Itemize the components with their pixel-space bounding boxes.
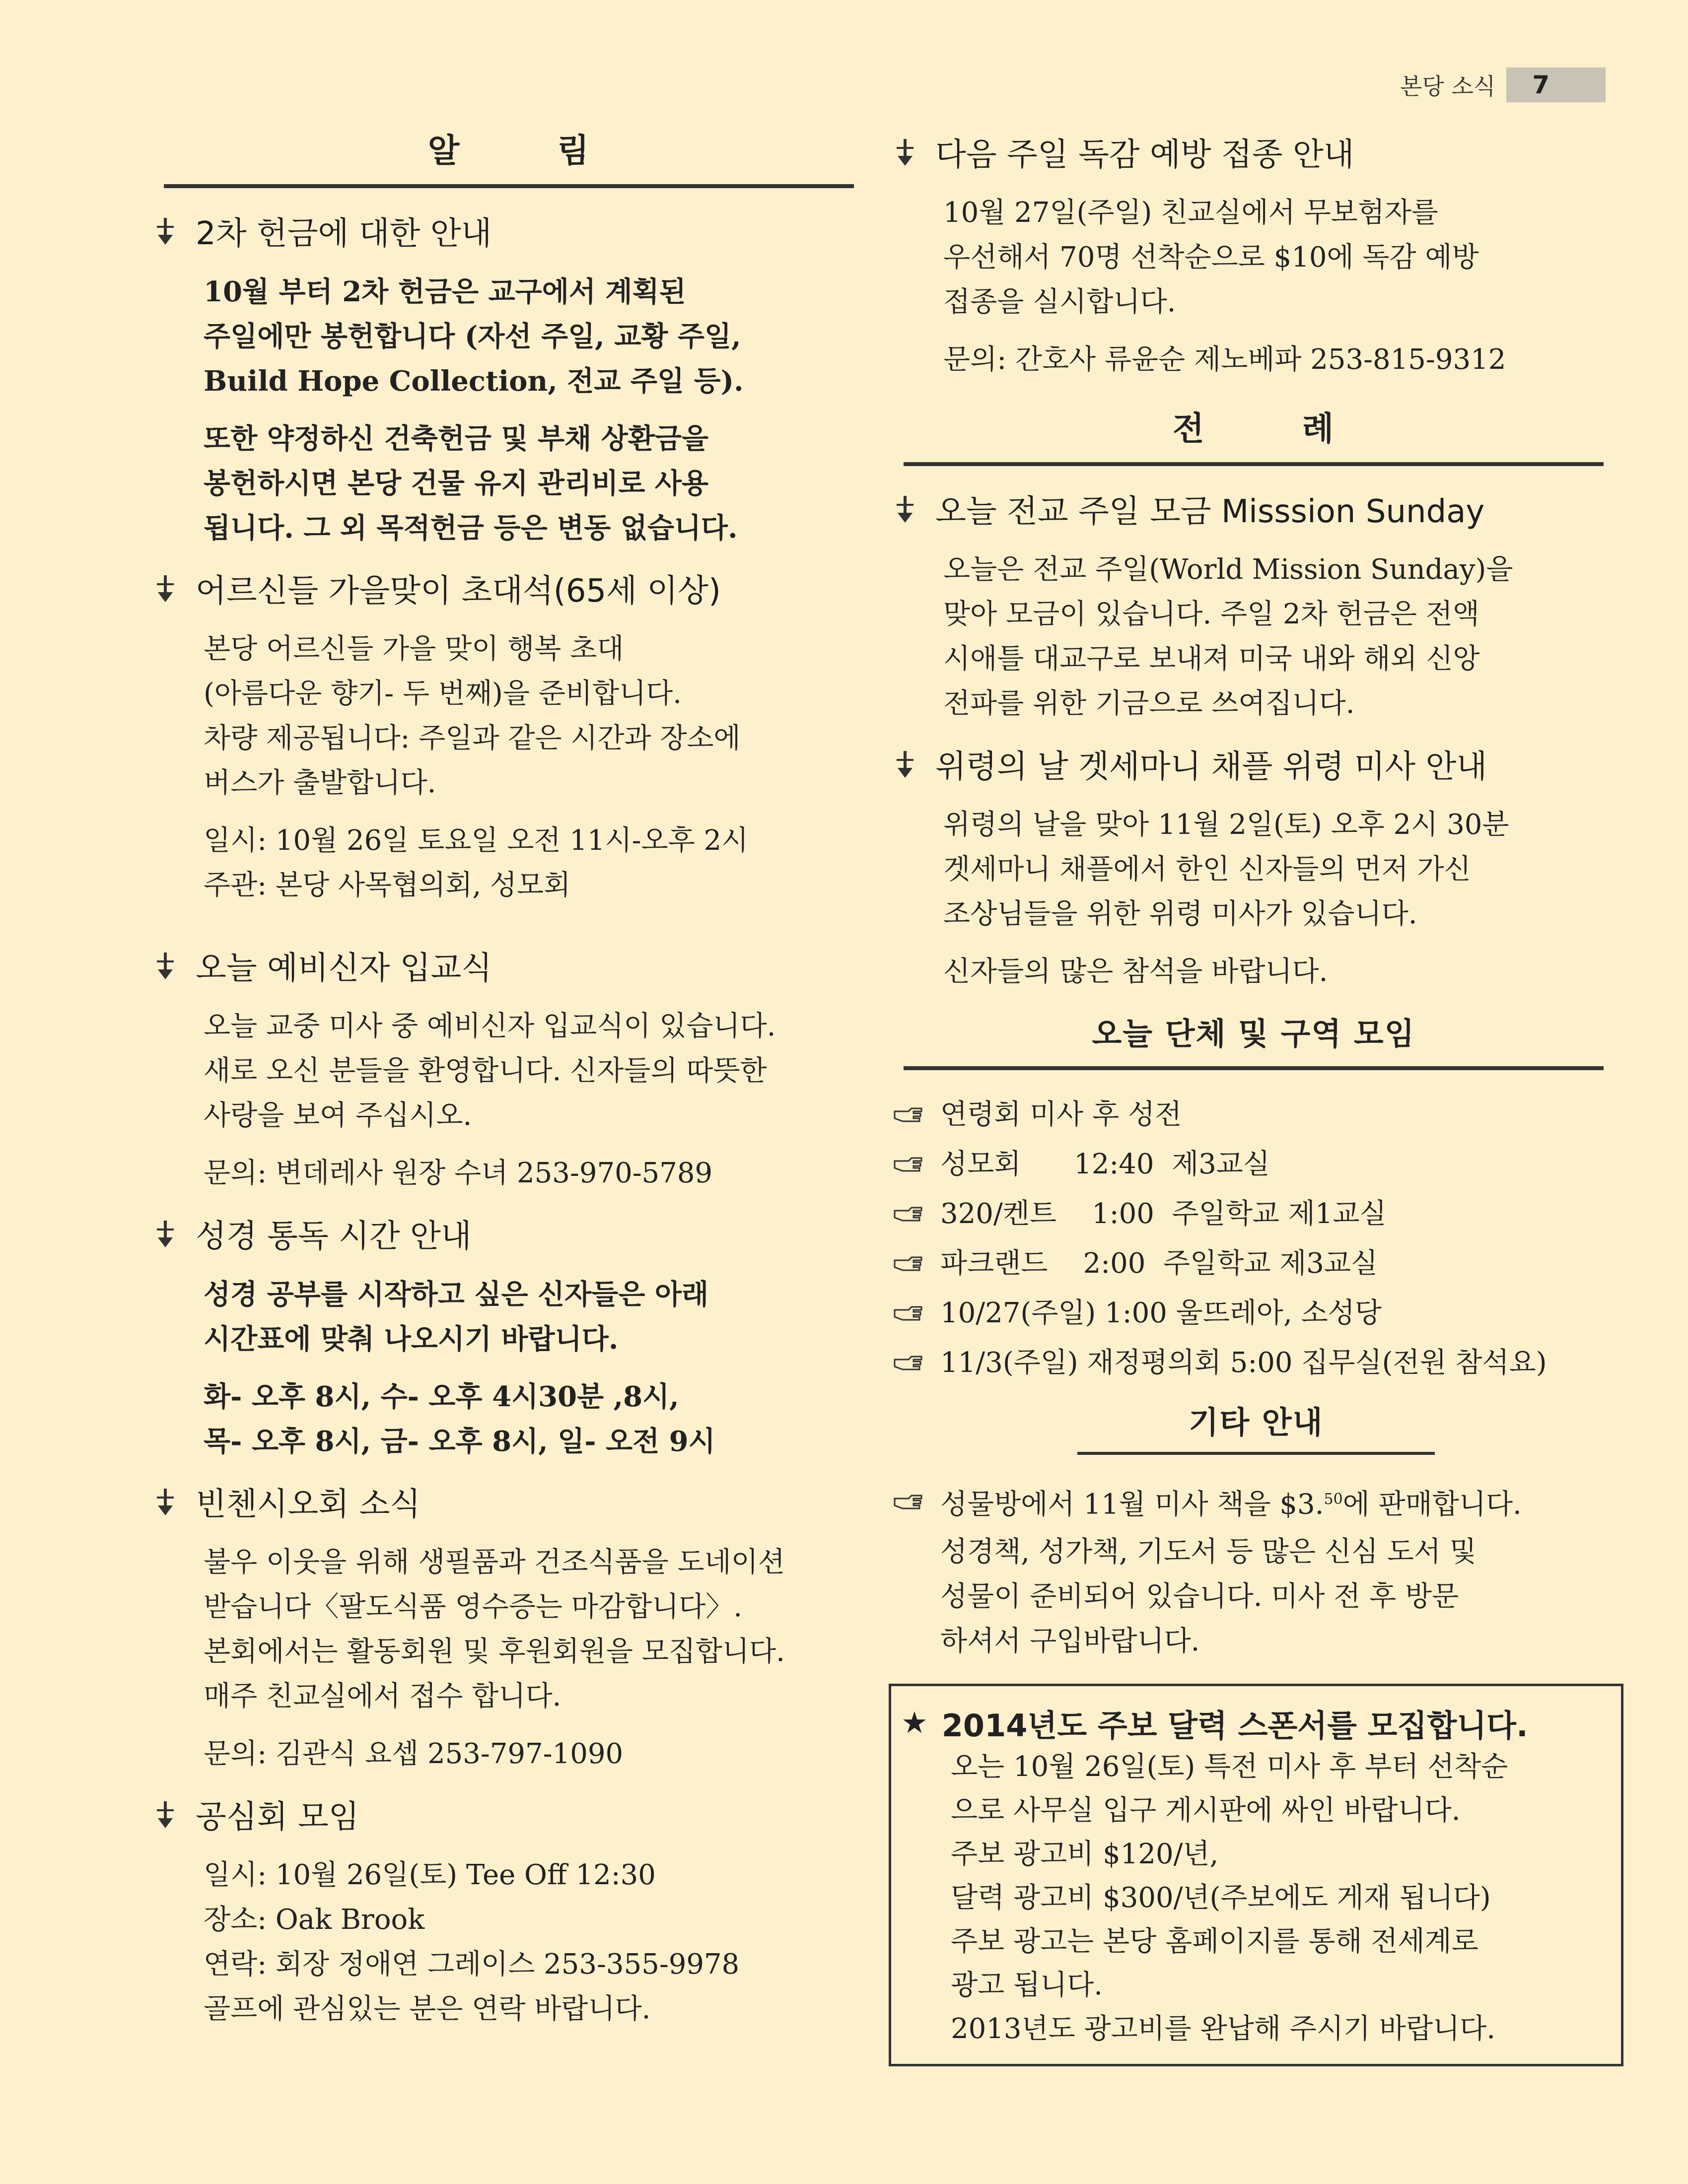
- pointing-hand-icon: [894, 1106, 923, 1123]
- paragraph: [943, 338, 1623, 382]
- section-heading-text: 오늘 전교 주일 모금 Misssion Sunday: [935, 493, 1485, 530]
- section-heading-text: 성경 통독 시간 안내: [196, 1218, 472, 1255]
- meeting-text: 파크랜드 2:00 주일학교 제3교실: [940, 1247, 1378, 1280]
- paragraph: [204, 1151, 874, 1196]
- section-heading-text: 공심회 모임: [196, 1799, 359, 1836]
- notice-section: [889, 741, 1623, 994]
- pointing-hand-icon: [894, 1355, 923, 1371]
- section-body: [149, 1004, 874, 1196]
- section-body: [149, 1853, 874, 2032]
- section-heading: [149, 565, 874, 611]
- notice-sections: [149, 208, 874, 2032]
- sponsor-heading: [901, 1701, 1611, 1745]
- down-arrow-icon: [154, 1799, 177, 1829]
- text-line: 화- 오후 8시, 수- 오후 4시30분 ,8시,: [204, 1380, 679, 1413]
- text-line: 겟세마니 채플에서 한인 신자들의 먼저 가신: [943, 853, 1471, 886]
- text-line: 봉헌하시면 본당 건물 유지 관리비로 사용: [204, 467, 709, 500]
- down-arrow-icon: [154, 573, 177, 603]
- text-line: 우선해서 70명 선착순으로 $10에 독감 예방: [943, 241, 1479, 273]
- text-line: 문의: 김관식 요셉 253-797-1090: [204, 1738, 624, 1770]
- text-line: 골프에 관심있는 분은 연락 바랍니다.: [204, 1993, 651, 2025]
- meetings-title: 오늘 단체 및 구역 모임: [904, 1009, 1604, 1070]
- text-line: 오늘은 전교 주일(World Mission Sunday)을: [943, 553, 1513, 586]
- star-icon: ★: [901, 1706, 928, 1741]
- page-number: 7: [1506, 68, 1606, 102]
- text-line: 10월 부터 2차 헌금은 교구에서 계획된: [204, 275, 686, 308]
- left-column: [149, 124, 874, 2047]
- text-line: (아름다운 향기- 두 번째)을 준비합니다.: [204, 678, 682, 710]
- notices-title: 알 림: [164, 124, 854, 188]
- notice-section: [149, 1791, 874, 2032]
- text-line: 시애틀 대교구로 보내져 미국 내와 해외 신앙: [943, 643, 1480, 675]
- section-heading: [149, 1479, 874, 1524]
- notice-section: [149, 565, 874, 908]
- paragraph: [204, 1374, 874, 1464]
- notice-section: [889, 129, 1623, 382]
- section-heading: [889, 486, 1623, 532]
- section-body: [149, 1272, 874, 1464]
- text-line: 신자들의 많은 참석을 바랍니다.: [943, 956, 1328, 988]
- meeting-text: 11/3(주일) 재정평의회 5:00 집무실(전원 참석요): [940, 1347, 1547, 1379]
- page-header: [1400, 68, 1606, 102]
- text-line: 주일에만 봉헌합니다 (자선 주일, 교황 주일,: [204, 320, 741, 353]
- text-line: 본당 어르신들 가을 맞이 행복 초대: [204, 633, 624, 665]
- paragraph: [943, 547, 1623, 726]
- text-line: 성경 공부를 시작하고 싶은 신자들은 아래: [204, 1278, 709, 1311]
- text-line: 문의: 간호사 류윤순 제노베파 253-815-9312: [943, 343, 1506, 376]
- text-line: 조상님들을 위한 위령 미사가 있습니다.: [943, 898, 1417, 930]
- text-line: 사랑을 보여 주십시오.: [204, 1099, 472, 1132]
- section-heading-text: 빈첸시오회 소식: [196, 1486, 421, 1523]
- text-line: 10월 27일(주일) 친교실에서 무보험자를: [943, 197, 1438, 229]
- paragraph: [204, 1540, 874, 1719]
- text-line: 오는 10월 26일(토) 특전 미사 후 부터 선착순: [951, 1750, 1508, 1783]
- pointing-hand-icon: [894, 1305, 923, 1322]
- right-column: [889, 119, 1623, 2066]
- meeting-item: [889, 1140, 1623, 1189]
- text-line: 2013년도 광고비를 완납해 주시기 바랍니다.: [951, 2012, 1496, 2045]
- down-arrow-icon: [154, 1487, 177, 1516]
- text-line: 연락: 회장 정애연 그레이스 253-355-9978: [204, 1948, 740, 1980]
- meeting-item: [889, 1338, 1623, 1388]
- notice-section: [149, 943, 874, 1196]
- section-heading: [149, 1211, 874, 1256]
- text-line: 불우 이웃을 위해 생필품과 건조식품을 도네이션: [204, 1546, 785, 1578]
- meeting-text: 320/켄트 1:00 주일학교 제1교실: [940, 1198, 1387, 1230]
- pointing-hand-icon: [894, 1206, 923, 1223]
- section-body: [889, 547, 1623, 726]
- text-line: 위령의 날을 맞아 11월 2일(토) 오후 2시 30분: [943, 809, 1509, 841]
- text-line: 일시: 10월 26일 토요일 오전 11시-오후 2시: [204, 824, 749, 857]
- text-line: 주보 광고비 $120/년,: [951, 1838, 1219, 1870]
- down-arrow-icon: [154, 951, 177, 980]
- section-body: [889, 803, 1623, 994]
- meeting-item: [889, 1239, 1623, 1289]
- text-line: Build Hope Collection, 전교 주일 등).: [204, 365, 744, 398]
- pointing-hand-icon: [894, 1494, 923, 1510]
- section-body: [149, 1540, 874, 1776]
- section-heading: [889, 129, 1623, 175]
- section-heading-text: 어르신들 가을맞이 초대석(65세 이상): [196, 573, 721, 610]
- paragraph: [204, 627, 874, 806]
- paragraph: [204, 1732, 874, 1776]
- list-item: [889, 1475, 1623, 1530]
- section-label: 본당 소식: [1400, 73, 1496, 100]
- paragraph: [204, 1853, 874, 2032]
- liturgy-title: 전 례: [904, 402, 1604, 466]
- notice-section: [889, 486, 1623, 726]
- text-line: 접종을 실시합니다.: [943, 286, 1176, 318]
- flu-vaccine-notice: [889, 129, 1623, 382]
- down-arrow-icon: [154, 1219, 177, 1248]
- section-heading: [149, 1791, 874, 1837]
- text-line: 시간표에 맞춰 나오시기 바랍니다.: [204, 1323, 619, 1356]
- meeting-item: [889, 1090, 1623, 1140]
- text-line: 광고 됩니다.: [951, 1969, 1103, 2001]
- meetings-list: [889, 1090, 1623, 1388]
- section-heading-text: 오늘 예비신자 입교식: [196, 950, 492, 987]
- pointing-hand-icon: [894, 1255, 923, 1272]
- text-line: 주관: 본당 사목협의회, 성모회: [204, 869, 571, 901]
- text-line: 버스가 출발합니다.: [204, 767, 436, 799]
- text-line: 성물이 준비되어 있습니다. 미사 전 후 방문: [940, 1580, 1459, 1613]
- meeting-text: 연령회 미사 후 성전: [940, 1098, 1182, 1131]
- section-body: [149, 270, 874, 550]
- section-heading: [889, 741, 1623, 787]
- section-body: [889, 191, 1623, 382]
- paragraph: [943, 950, 1623, 994]
- etc-line-1: 성물방에서 11월 미사 책을 $3.50에 판매합니다.: [940, 1488, 1522, 1521]
- meeting-item: [889, 1189, 1623, 1239]
- text-line: 새로 오신 분들을 환영합니다. 신자들의 따뜻한: [204, 1055, 767, 1087]
- down-arrow-icon: [154, 216, 177, 246]
- section-heading-text: 다음 주일 독감 예방 접종 안내: [935, 136, 1354, 173]
- text-line: 또한 약정하신 건축헌금 및 부채 상환금을: [204, 422, 709, 455]
- etc-body: [889, 1530, 1623, 1664]
- text-line: 주보 광고는 본당 홈페이지를 통해 전세계로: [951, 1925, 1478, 1958]
- paragraph: [943, 803, 1623, 937]
- section-body: [149, 627, 874, 908]
- paragraph: [943, 191, 1623, 325]
- text-line: 차량 제공됩니다: 주일과 같은 시간과 장소에: [204, 722, 741, 754]
- notice-section: [149, 1479, 874, 1776]
- paragraph: [204, 1004, 874, 1138]
- meeting-item: [889, 1289, 1623, 1338]
- text-line: 받습니다〈팔도식품 영수증는 마감합니다〉.: [204, 1591, 743, 1623]
- text-line: 문의: 변데레사 원장 수녀 253-970-5789: [204, 1157, 713, 1189]
- section-heading-text: 위령의 날 겟세마니 채플 위령 미사 안내: [935, 749, 1487, 785]
- down-arrow-icon: [894, 749, 916, 779]
- notice-section: [149, 1211, 874, 1464]
- text-line: 목- 오후 8시, 금- 오후 8시, 일- 오전 9시: [204, 1425, 715, 1458]
- paragraph: [204, 819, 874, 908]
- sponsor-heading-text: 2014년도 주보 달력 스폰서를 모집합니다.: [941, 1707, 1528, 1744]
- section-heading: [149, 208, 874, 254]
- text-line: 하셔서 구입바랍니다.: [940, 1625, 1200, 1657]
- section-heading: [149, 943, 874, 988]
- text-line: 본회에서는 활동회원 및 후원회원을 모집합니다.: [204, 1636, 785, 1668]
- paragraph: [204, 416, 874, 550]
- liturgy-sections: [889, 486, 1623, 994]
- text-line: 장소: Oak Brook: [204, 1904, 425, 1936]
- paragraph: [204, 1272, 874, 1362]
- down-arrow-icon: [894, 494, 916, 524]
- meeting-text: 10/27(주일) 1:00 울뜨레아, 소성당: [940, 1297, 1382, 1329]
- etc-title: 기타 안내: [1077, 1398, 1435, 1455]
- sponsor-body: [901, 1745, 1611, 2051]
- section-heading-text: 2차 헌금에 대한 안내: [196, 215, 492, 252]
- text-line: 맞아 모금이 있습니다. 주일 2차 헌금은 전액: [943, 598, 1479, 630]
- etc-notice: [889, 1475, 1623, 1664]
- sponsor-notice-box: [889, 1684, 1623, 2066]
- paragraph: [204, 270, 874, 404]
- meeting-text: 성모회 12:40 제3교실: [940, 1148, 1270, 1180]
- notice-section: [149, 208, 874, 550]
- text-line: 매주 친교실에서 접수 합니다.: [204, 1680, 562, 1712]
- text-line: 오늘 교중 미사 중 예비신자 입교식이 있습니다.: [204, 1010, 776, 1042]
- text-line: 전파를 위한 기금으로 쓰여집니다.: [943, 687, 1355, 720]
- text-line: 됩니다. 그 외 목적헌금 등은 변동 없습니다.: [204, 512, 738, 545]
- text-line: 일시: 10월 26일(토) Tee Off 12:30: [204, 1859, 656, 1891]
- pointing-hand-icon: [894, 1156, 923, 1173]
- down-arrow-icon: [894, 137, 916, 167]
- text-line: 달력 광고비 $300/년(주보에도 게재 됩니다): [951, 1881, 1491, 1914]
- text-line: 성경책, 성가책, 기도서 등 많은 신심 도서 및: [940, 1535, 1477, 1568]
- text-line: 으로 사무실 입구 게시판에 싸인 바랍니다.: [951, 1794, 1461, 1827]
